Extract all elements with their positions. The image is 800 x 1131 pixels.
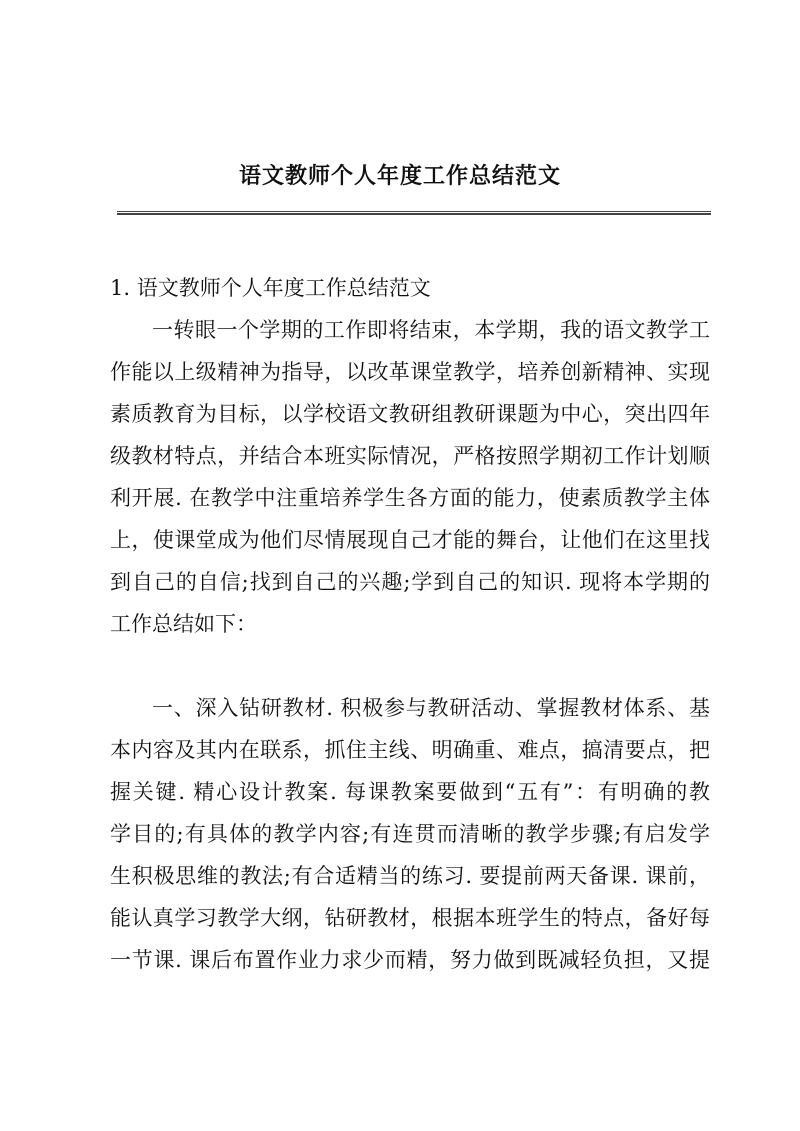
title-divider <box>117 211 711 215</box>
document-title: 语文教师个人年度工作总结范文 <box>238 163 561 189</box>
paragraph-intro <box>110 309 710 645</box>
paragraph-line: 握关键. 精心设计教案. 每课教案要做到“五有”：有明确的教 <box>110 780 710 804</box>
paragraph-line: 素质教育为目标，以学校语文教研组教研课题为中心，突出四年 <box>110 402 710 426</box>
paragraph-line: 到自己的自信;找到自己的兴趣;学到自己的知识. 现将本学期的 <box>110 570 710 594</box>
paragraph-line: 学目的;有具体的教学内容;有连贯而清晰的教学步骤;有启发学 <box>110 822 710 846</box>
paragraph-line: 一、深入钻研教材. 积极参与教研活动、掌握教材体系、基 <box>152 696 710 720</box>
paragraph-line: 一节课. 课后布置作业力求少而精，努力做到既减轻负担，又提 <box>110 948 710 972</box>
paragraph-line: 工作总结如下： <box>110 612 257 636</box>
paragraph-line: 作能以上级精神为指导，以改革课堂教学，培养创新精神、实现 <box>110 360 710 384</box>
paragraph-line: 级教材特点，并结合本班实际情况，严格按照学期初工作计划顺 <box>110 444 710 468</box>
paragraph-line: 能认真学习教学大纲，钻研教材，根据本班学生的特点，备好每 <box>110 906 710 930</box>
paragraph-line: 生积极思维的教法;有合适精当的练习. 要提前两天备课. 课前， <box>110 864 710 888</box>
paragraph-section-one <box>110 687 710 981</box>
paragraph-line: 上，使课堂成为他们尽情展现自己才能的舞台，让他们在这里找 <box>110 528 710 552</box>
paragraph-line: 本内容及其内在联系，抓住主线、明确重、难点，搞清要点，把 <box>110 738 710 762</box>
paragraph-line: 一转眼一个学期的工作即将结束，本学期，我的语文教学工 <box>152 318 710 342</box>
section-heading: 1. 语文教师个人年度工作总结范文 <box>110 276 431 300</box>
paragraph-line: 利开展. 在教学中注重培养学生各方面的能力，使素质教学主体 <box>110 486 710 510</box>
